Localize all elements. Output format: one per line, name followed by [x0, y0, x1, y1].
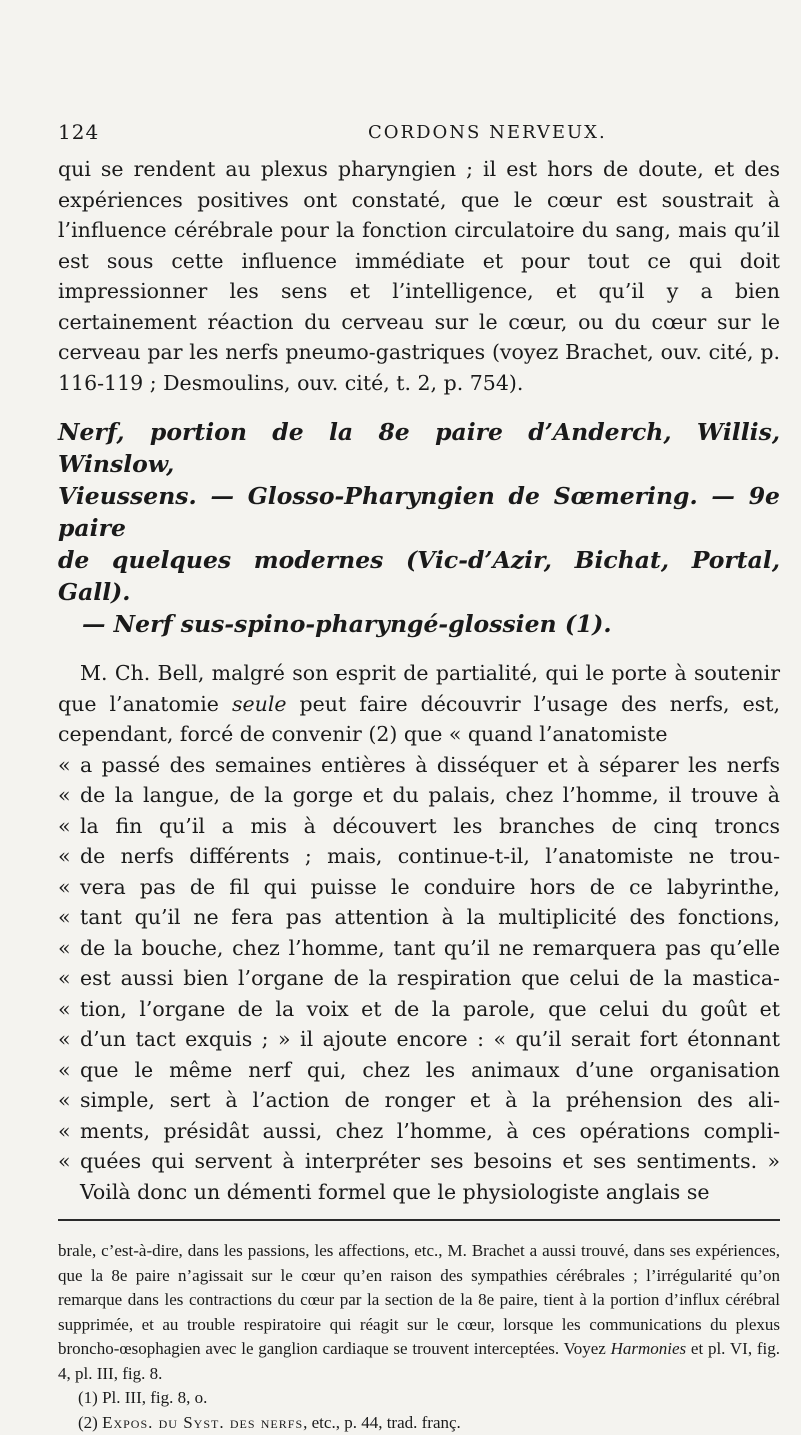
quote-mark: « — [58, 1085, 80, 1116]
quote-line — [58, 902, 780, 933]
quote-mark: « — [58, 902, 80, 933]
section-heading-line-3: de quelques modernes (Vic-d’Azir, Bichat, Portal, Gall). — [58, 544, 780, 608]
quote-line — [58, 1146, 780, 1177]
footnote-continued-emphasis: Harmonies — [611, 1339, 687, 1358]
quote-line — [58, 1116, 780, 1147]
running-head: CORDONS NERVEUX. — [368, 122, 607, 143]
quote-line — [58, 1024, 780, 1055]
main-paragraph-intro — [58, 658, 780, 750]
body-text — [58, 154, 780, 398]
quote-line — [58, 841, 780, 872]
footnote-separator — [58, 1219, 780, 1221]
quote-line-text: de nerfs différents ; mais, continue-t-il, l’anatomiste ne trou- — [80, 844, 780, 868]
quote-line — [58, 872, 780, 903]
quote-mark: « — [58, 994, 80, 1025]
footnote-2-text-a: (2) — [78, 1413, 102, 1432]
quote-mark: « — [58, 841, 80, 872]
quote-line-text: que le même nerf qui, chez les animaux d’une organisation — [80, 1058, 780, 1082]
quote-line-text: a passé des semaines entières à disséquer et à séparer les nerfs — [80, 753, 780, 777]
section-heading-line-4: — Nerf sus-spino-pharyngé-glossien (1). — [58, 608, 780, 640]
footnote-continued-text-b: et pl. VI, fig. 4, pl. III, fig. 8. — [58, 1339, 780, 1383]
quote-mark: « — [58, 963, 80, 994]
quote-mark: « — [58, 750, 80, 781]
footnote-continued-text-a: brale, c’est-à-dire, dans les passions, les affections, etc., M. Brachet a aussi trouvé, dans ses expériences, que la 8e paire n’agissait sur le cœur qu’en raison des sympathies cérébrales ; l’irrégularité qu’on remarque dans les contractions du cœur par la section de la 8e paire, tient à la portion d’influx cérébral supprimée, et au trouble respiratoire qui réagit sur le cœur, lorsque les communications du plexus broncho-œsophagien avec le ganglion cardiaque se trouvent interceptées. Voyez — [58, 1241, 780, 1358]
quote-line-text: tion, l’organe de la voix et de la parole, que celui du goût et — [80, 997, 780, 1021]
footnotes — [58, 1239, 780, 1435]
footnote-2-smallcaps: Expos. du Syst. des nerfs — [102, 1413, 303, 1432]
quote-line-text: est aussi bien l’organe de la respiration que celui de la mastica- — [80, 966, 780, 990]
quote-line-text: ments, présidât aussi, chez l’homme, à ces opérations compli- — [80, 1119, 780, 1143]
quote-line-text: simple, sert à l’action de ronger et à la préhension des ali- — [80, 1088, 780, 1112]
quote-line — [58, 1085, 780, 1116]
quote-line — [58, 933, 780, 964]
closing-line: Voilà donc un démenti formel que le physiologiste anglais se — [58, 1177, 780, 1208]
quote-line — [58, 963, 780, 994]
intro-emphasis: seule — [232, 692, 287, 716]
quote-line-text: la fin qu’il a mis à découvert les branches de cinq troncs — [80, 814, 780, 838]
quote-mark: « — [58, 1024, 80, 1055]
quote-line-text: vera pas de fil qui puisse le conduire hors de ce labyrinthe, — [80, 875, 780, 899]
page-header — [58, 120, 780, 154]
footnote-1: (1) Pl. III, fig. 8, o. — [58, 1386, 780, 1411]
quote-line — [58, 811, 780, 842]
intro-text-b: peut faire découvrir l’usage des nerfs, est, cependant, forcé de convenir (2) que « quand l’anatomiste — [58, 692, 780, 747]
quote-mark: « — [58, 933, 80, 964]
quote-line — [58, 780, 780, 811]
quote-mark: « — [58, 780, 80, 811]
main-paragraph — [58, 658, 780, 1207]
quote-line-text: quées qui servent à interpréter ses besoins et ses sentiments. » — [80, 1149, 780, 1173]
intro-text-a: M. Ch. Bell, malgré son esprit de partialité, qui le porte à soutenir que l’anatomie — [58, 661, 780, 716]
section-heading-line-1: Nerf, portion de la 8e paire d’Anderch, Willis, Winslow, — [58, 416, 780, 480]
quote-line-text: tant qu’il ne fera pas attention à la multiplicité des fonctions, — [80, 905, 780, 929]
quote-line-text: de la langue, de la gorge et du palais, chez l’homme, il trouve à — [80, 783, 780, 807]
quotation-block — [58, 750, 780, 1177]
quote-line-text: de la bouche, chez l’homme, tant qu’il ne remarquera pas qu’elle — [80, 936, 780, 960]
quote-line-text: d’un tact exquis ; » il ajoute encore : « qu’il serait fort étonnant — [80, 1027, 780, 1051]
footnote-2 — [58, 1411, 780, 1435]
quote-mark: « — [58, 811, 80, 842]
quote-mark: « — [58, 1055, 80, 1086]
quote-mark: « — [58, 872, 80, 903]
quote-line — [58, 750, 780, 781]
opening-paragraph: qui se rendent au plexus pharyngien ; il est hors de doute, et des expériences positives ont constaté, que le cœur est soustrait à l’influence cérébrale pour la fonction circulatoire du sang, mais qu’il est sous cette influence immédiate et pour tout ce qui doit impressionner les sens et l’intelligence, et qu’il y a bien certainement réaction du cerveau sur le cœur, ou du cœur sur le cerveau par les nerfs pneumo-gastriques (voyez Brachet, ouv. cité, p. 116-119 ; Desmoulins, ouv. cité, t. 2, p. 754). — [58, 154, 780, 398]
section-heading — [58, 416, 780, 640]
quote-mark: « — [58, 1146, 80, 1177]
footnote-2-text-b: , etc., p. 44, trad. franç. — [303, 1413, 461, 1432]
quote-mark: « — [58, 1116, 80, 1147]
page-number: 124 — [58, 120, 99, 144]
quote-line — [58, 1055, 780, 1086]
footnote-continued — [58, 1239, 780, 1386]
section-heading-line-2: Vieussens. — Glosso-Pharyngien de Sœmering. — 9e paire — [58, 480, 780, 544]
quote-line — [58, 994, 780, 1025]
